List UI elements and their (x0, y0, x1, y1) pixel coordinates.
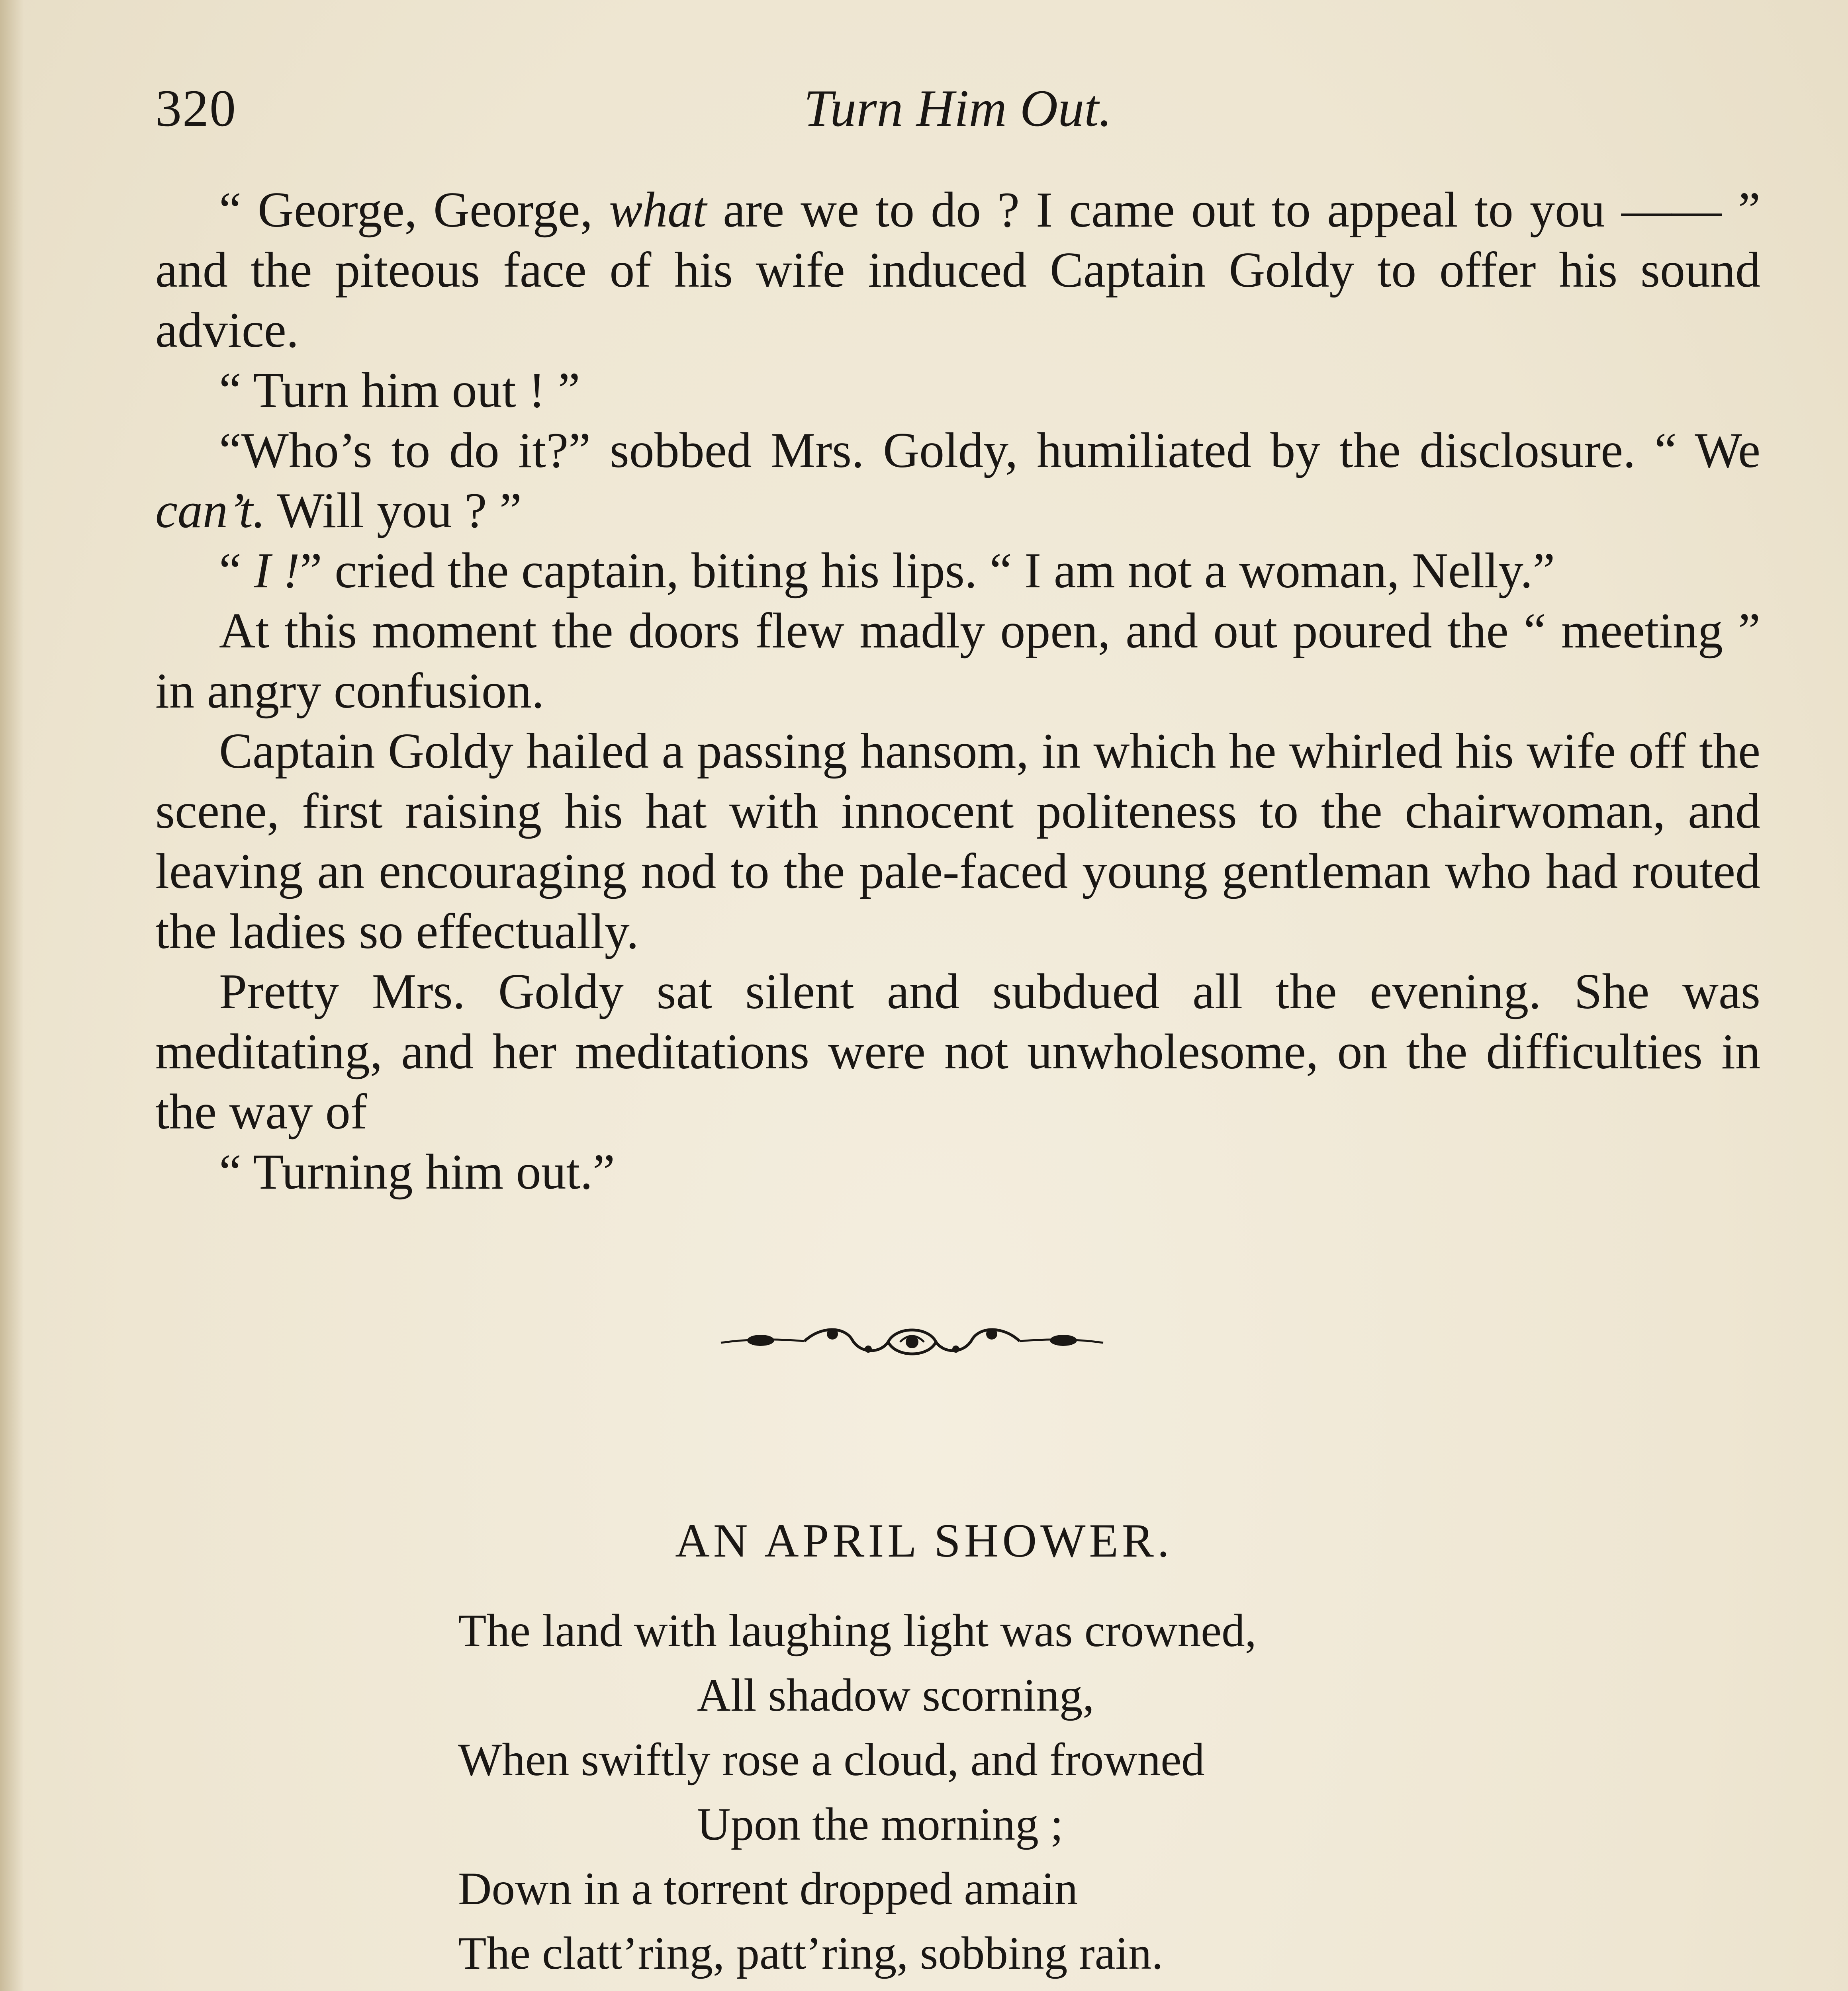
paragraph: “ Turning him out.” (219, 1144, 615, 1200)
verse-line: All shadow scorning, (697, 1670, 1094, 1721)
paragraph: “ Turn him out ! ” (219, 363, 580, 418)
paragraph: At this moment the doors flew madly open, and out poured the “ meeting ” in angry confusion. (155, 603, 1760, 719)
verse-line: Down in a torrent dropped amain (458, 1863, 1078, 1915)
story-text (155, 180, 1760, 1202)
paragraph: Captain Goldy hailed a passing hansom, in which he whirled his wife off the scene, first raising his hat with innocent politeness to the chairwoman, and leaving an encouraging nod to the pale-faced young gentleman who had routed the ladies so effectually. (155, 724, 1760, 959)
verse-line: When swiftly rose a cloud, and frowned (458, 1734, 1205, 1786)
page-header (155, 78, 1760, 145)
paragraph: “Who’s to do it?” sobbed Mrs. Goldy, humiliated by the disclosure. “ We can’t. Will you ? ” (155, 423, 1760, 538)
verse-line: Upon the morning ; (697, 1799, 1063, 1850)
verse-line (458, 1986, 1772, 1991)
verse-line: The clatt’ring, patt’ring, sobbing rain. (458, 1928, 1163, 1979)
paragraph: Pretty Mrs. Goldy sat silent and subdued all the evening. She was meditating, and her meditations were not unwholesome, on the difficulties in the way of (155, 964, 1760, 1140)
running-head: Turn Him Out. (804, 79, 1112, 137)
verse-line: The land with laughing light was crowned, (458, 1605, 1257, 1657)
paragraph: “ George, George, what are we to do ? I came out to appeal to you —— ” and the piteous face of his wife induced Captain Goldy to offer his sound advice. (155, 182, 1760, 358)
page-binding-shadow (0, 0, 24, 1991)
page-number: 320 (155, 79, 237, 137)
poem-title: AN APRIL SHOWER. (675, 1514, 1173, 1567)
stanza (458, 1599, 1772, 1991)
fleuron-divider (713, 1318, 1111, 1366)
poem-body (458, 1599, 1772, 1991)
paragraph: “ I !” cried the captain, biting his lips. “ I am not a woman, Nelly.” (219, 543, 1555, 598)
